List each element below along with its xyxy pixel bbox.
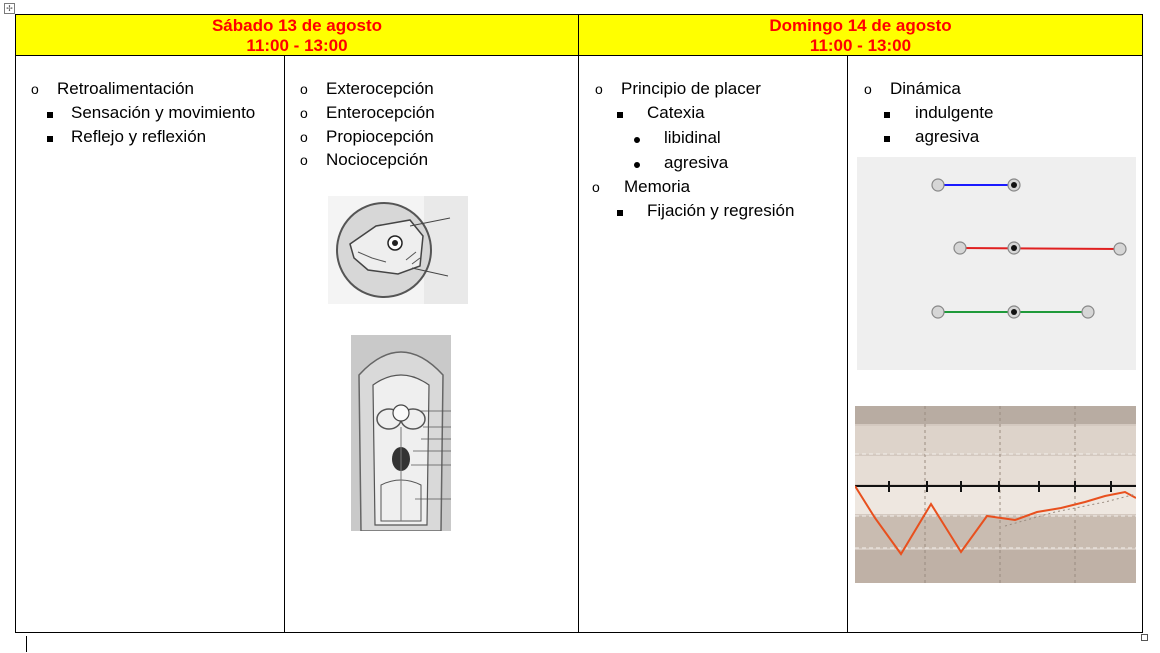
circle-bullet-icon: o	[300, 105, 308, 121]
dot-bullet-icon	[634, 153, 640, 173]
sunday-date: Domingo 14 de agosto	[769, 16, 952, 35]
schedule-table	[15, 14, 1143, 633]
cell-principio-placer[interactable]	[578, 55, 848, 633]
list-item: Reflejo y reflexión	[71, 127, 207, 146]
list-item: Sensación y movimiento	[71, 103, 256, 122]
square-bullet-icon	[617, 201, 623, 221]
table-resize-handle-icon[interactable]	[1141, 634, 1148, 641]
circle-bullet-icon: o	[592, 179, 600, 195]
sunday-time: 11:00 - 13:00	[809, 36, 912, 55]
square-bullet-icon	[884, 127, 890, 147]
saturday-date: Sábado 13 de agosto	[211, 16, 383, 35]
list-item: agresiva	[915, 127, 980, 146]
table-move-handle-icon[interactable]: ✢	[4, 3, 15, 14]
circle-bullet-icon: o	[595, 81, 603, 97]
saturday-time: 11:00 - 13:00	[246, 36, 348, 55]
list-item: Dinámica	[890, 79, 961, 98]
cell-sensory-types[interactable]	[284, 55, 579, 633]
list-item: agresiva	[664, 153, 729, 172]
circle-bullet-icon: o	[300, 129, 308, 145]
list-item: Exterocepción	[326, 79, 434, 98]
cell-retroalimentacion[interactable]	[15, 55, 285, 633]
circle-bullet-icon: o	[864, 81, 872, 97]
header-saturday	[15, 14, 579, 56]
dot-bullet-icon	[634, 128, 640, 148]
list-item: Memoria	[624, 177, 691, 196]
list-item: libidinal	[664, 128, 721, 147]
list-item: Catexia	[647, 103, 705, 122]
circle-bullet-icon: o	[300, 81, 308, 97]
square-bullet-icon	[617, 103, 623, 123]
square-bullet-icon	[47, 103, 53, 123]
circle-bullet-icon: o	[300, 152, 308, 168]
list-item: Enterocepción	[326, 103, 435, 122]
force-lines-diagram	[857, 157, 1136, 370]
text-cursor	[26, 636, 27, 652]
header-sunday	[578, 14, 1143, 56]
shark-anatomy-diagram	[351, 335, 451, 531]
list-item: Nociocepción	[326, 150, 429, 169]
fish-head-diagram	[328, 196, 468, 304]
square-bullet-icon	[884, 103, 890, 123]
list-item: Retroalimentación	[57, 79, 195, 98]
list-item: Propiocepción	[326, 127, 434, 146]
cell-dinamica[interactable]	[847, 55, 1143, 633]
list-item: indulgente	[915, 103, 994, 122]
list-item: Fijación y regresión	[647, 201, 795, 220]
wave-graph-image	[855, 406, 1136, 583]
square-bullet-icon	[47, 127, 53, 147]
circle-bullet-icon: o	[31, 81, 39, 97]
list-item: Principio de placer	[621, 79, 761, 98]
